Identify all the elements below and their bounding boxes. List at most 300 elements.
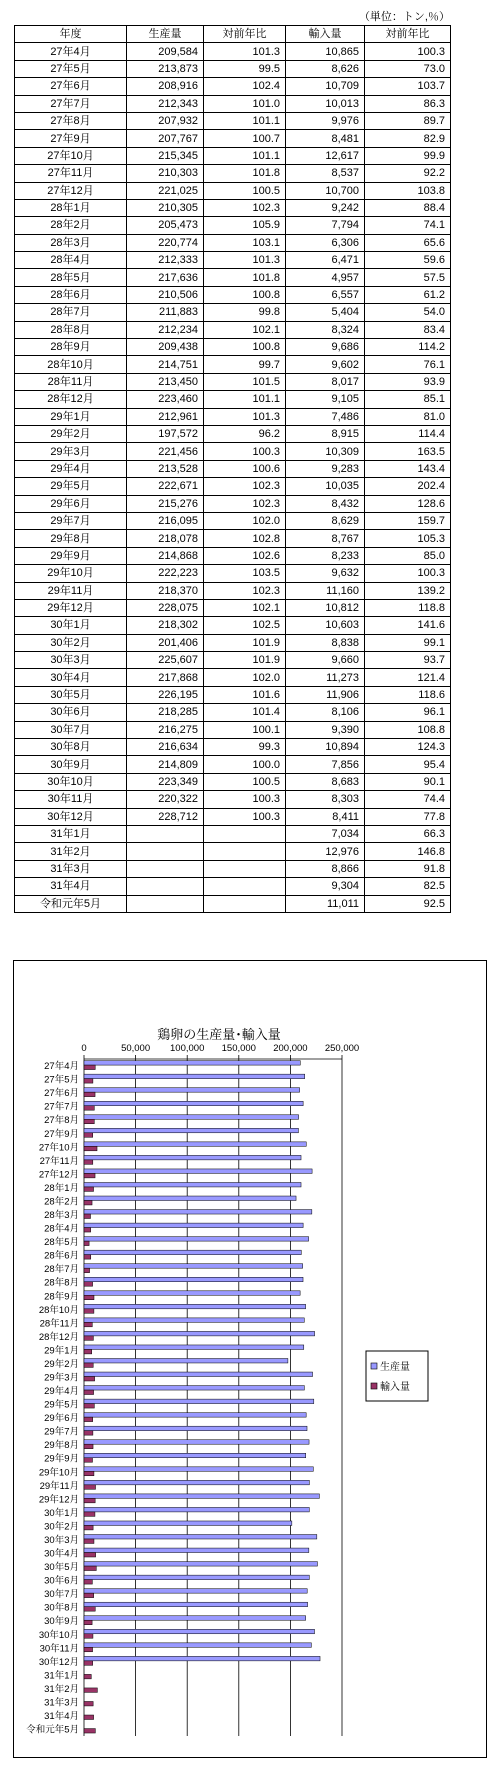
table-row xyxy=(15,773,451,790)
cell-production: 221,025 xyxy=(127,182,204,199)
cell-production-yoy: 101.9 xyxy=(204,634,286,651)
bar-production xyxy=(84,1507,309,1511)
category-label: 28年5月 xyxy=(44,1237,79,1249)
cell-imports: 11,160 xyxy=(286,582,365,599)
bar-imports xyxy=(84,1512,95,1516)
bar-imports xyxy=(84,1363,93,1367)
cell-imports-yoy: 92.2 xyxy=(365,165,451,182)
cell-production-yoy xyxy=(204,878,286,895)
table-row xyxy=(15,356,451,373)
table-row xyxy=(15,617,451,634)
category-label: 27年12月 xyxy=(38,1169,79,1181)
category-label: 令和元年5月 xyxy=(26,1724,79,1736)
cell-production-yoy: 102.0 xyxy=(204,512,286,529)
cell-imports-yoy: 59.6 xyxy=(365,252,451,269)
cell-period: 29年6月 xyxy=(15,495,127,512)
cell-imports: 8,767 xyxy=(286,530,365,547)
bar-imports xyxy=(84,1092,95,1096)
table-row xyxy=(15,199,451,216)
cell-imports: 9,976 xyxy=(286,112,365,129)
cell-production-yoy: 101.9 xyxy=(204,652,286,669)
bar-imports xyxy=(84,1688,97,1692)
cell-period: 30年6月 xyxy=(15,704,127,721)
table-row xyxy=(15,686,451,703)
cell-production-yoy: 101.8 xyxy=(204,165,286,182)
cell-imports: 7,486 xyxy=(286,408,365,425)
cell-production-yoy: 100.6 xyxy=(204,460,286,477)
table-row xyxy=(15,739,451,756)
cell-imports: 10,013 xyxy=(286,95,365,112)
category-label: 27年8月 xyxy=(44,1115,79,1127)
category-label: 27年10月 xyxy=(38,1142,79,1154)
x-tick-label: 100,000 xyxy=(170,1043,205,1054)
category-label: 29年2月 xyxy=(44,1358,79,1370)
cell-production-yoy: 103.1 xyxy=(204,234,286,251)
cell-production: 212,333 xyxy=(127,252,204,269)
cell-production-yoy: 101.3 xyxy=(204,408,286,425)
cell-imports-yoy: 90.1 xyxy=(365,773,451,790)
bar-imports xyxy=(84,1444,93,1448)
table-row xyxy=(15,530,451,547)
table-row xyxy=(15,234,451,251)
bar-production xyxy=(84,1088,300,1092)
bar-imports xyxy=(84,1701,93,1705)
cell-imports-yoy: 146.8 xyxy=(365,843,451,860)
bar-imports xyxy=(84,1471,94,1475)
table-row xyxy=(15,878,451,895)
cell-period: 30年1月 xyxy=(15,617,127,634)
category-label: 27年7月 xyxy=(44,1101,79,1113)
cell-production: 217,868 xyxy=(127,669,204,686)
cell-period: 28年10月 xyxy=(15,356,127,373)
cell-imports-yoy: 103.8 xyxy=(365,182,451,199)
cell-imports: 8,838 xyxy=(286,634,365,651)
bar-imports xyxy=(84,1282,93,1286)
table-row xyxy=(15,547,451,564)
cell-period: 29年4月 xyxy=(15,460,127,477)
category-label: 29年3月 xyxy=(44,1372,79,1384)
bar-imports xyxy=(84,1525,93,1529)
bar-production xyxy=(84,1426,307,1430)
cell-production-yoy: 102.8 xyxy=(204,530,286,547)
category-label: 31年2月 xyxy=(44,1683,79,1695)
cell-imports: 8,866 xyxy=(286,860,365,877)
category-label: 27年9月 xyxy=(44,1128,79,1140)
cell-imports-yoy: 141.6 xyxy=(365,617,451,634)
cell-production-yoy: 100.8 xyxy=(204,339,286,356)
cell-period: 29年10月 xyxy=(15,565,127,582)
chart-title: 鶏卵の生産量･輸入量 xyxy=(157,1027,281,1042)
cell-production-yoy: 101.1 xyxy=(204,147,286,164)
cell-period: 29年5月 xyxy=(15,478,127,495)
category-label: 29年8月 xyxy=(44,1440,79,1452)
bar-production xyxy=(84,1643,311,1647)
table-row xyxy=(15,286,451,303)
bar-production xyxy=(84,1575,309,1579)
table-row xyxy=(15,791,451,808)
cell-imports-yoy: 124.3 xyxy=(365,739,451,756)
cell-production: 197,572 xyxy=(127,425,204,442)
table-row xyxy=(15,599,451,616)
cell-production-yoy: 100.3 xyxy=(204,808,286,825)
bar-production xyxy=(84,1331,315,1335)
cell-imports: 10,603 xyxy=(286,617,365,634)
cell-production: 208,916 xyxy=(127,78,204,95)
cell-imports: 7,034 xyxy=(286,825,365,842)
table-row xyxy=(15,825,451,842)
category-label: 27年6月 xyxy=(44,1088,79,1100)
bar-production xyxy=(84,1277,303,1281)
bar-production xyxy=(84,1467,313,1471)
x-tick-label: 50,000 xyxy=(121,1043,151,1054)
cell-imports-yoy: 65.6 xyxy=(365,234,451,251)
cell-production: 215,276 xyxy=(127,495,204,512)
cell-production-yoy: 99.3 xyxy=(204,739,286,756)
header-imports-yoy: 対前年比 xyxy=(365,26,451,43)
cell-imports-yoy: 85.0 xyxy=(365,547,451,564)
cell-production-yoy xyxy=(204,825,286,842)
cell-period: 30年7月 xyxy=(15,721,127,738)
table-row xyxy=(15,391,451,408)
table-row xyxy=(15,95,451,112)
table-row xyxy=(15,460,451,477)
cell-production-yoy: 102.3 xyxy=(204,478,286,495)
cell-production: 225,607 xyxy=(127,652,204,669)
cell-production: 212,234 xyxy=(127,321,204,338)
cell-period: 27年11月 xyxy=(15,165,127,182)
cell-production: 201,406 xyxy=(127,634,204,651)
table-row xyxy=(15,704,451,721)
bar-imports xyxy=(84,1322,92,1326)
bar-production xyxy=(84,1169,312,1173)
cell-imports: 8,324 xyxy=(286,321,365,338)
header-production: 生産量 xyxy=(127,26,204,43)
bar-production xyxy=(84,1291,300,1295)
cell-period: 30年10月 xyxy=(15,773,127,790)
cell-imports: 8,411 xyxy=(286,808,365,825)
cell-period: 28年7月 xyxy=(15,304,127,321)
cell-imports-yoy: 91.8 xyxy=(365,860,451,877)
cell-production-yoy: 101.5 xyxy=(204,373,286,390)
cell-imports: 9,632 xyxy=(286,565,365,582)
table-row xyxy=(15,478,451,495)
cell-imports: 9,105 xyxy=(286,391,365,408)
bar-production xyxy=(84,1345,304,1349)
bar-production xyxy=(84,1656,320,1660)
bar-production xyxy=(84,1399,314,1403)
category-label: 28年1月 xyxy=(44,1182,79,1194)
bar-imports xyxy=(84,1268,90,1272)
cell-imports: 11,273 xyxy=(286,669,365,686)
cell-production: 228,712 xyxy=(127,808,204,825)
bar-production xyxy=(84,1589,307,1593)
x-axis-ticks xyxy=(81,1043,359,1059)
bar-production xyxy=(84,1304,306,1308)
table-row xyxy=(15,895,451,912)
cell-production xyxy=(127,825,204,842)
cell-production-yoy: 102.5 xyxy=(204,617,286,634)
cell-period: 30年12月 xyxy=(15,808,127,825)
cell-imports-yoy: 95.4 xyxy=(365,756,451,773)
cell-imports: 9,390 xyxy=(286,721,365,738)
cell-production-yoy: 100.5 xyxy=(204,773,286,790)
bar-imports xyxy=(84,1106,94,1110)
cell-production: 214,751 xyxy=(127,356,204,373)
cell-production: 228,075 xyxy=(127,599,204,616)
category-label: 29年5月 xyxy=(44,1399,79,1411)
table-header-row xyxy=(15,26,451,43)
cell-imports: 9,686 xyxy=(286,339,365,356)
table-row xyxy=(15,43,451,60)
cell-production: 213,528 xyxy=(127,460,204,477)
bar-imports xyxy=(84,1404,94,1408)
cell-production-yoy: 105.9 xyxy=(204,217,286,234)
cell-production xyxy=(127,843,204,860)
cell-period: 28年2月 xyxy=(15,217,127,234)
cell-production-yoy: 102.6 xyxy=(204,547,286,564)
cell-imports: 5,404 xyxy=(286,304,365,321)
cell-imports: 8,233 xyxy=(286,547,365,564)
cell-production-yoy: 99.8 xyxy=(204,304,286,321)
category-label: 30年3月 xyxy=(44,1534,79,1546)
cell-imports: 9,602 xyxy=(286,356,365,373)
bar-imports xyxy=(84,1214,91,1218)
cell-period: 29年2月 xyxy=(15,425,127,442)
category-label: 29年10月 xyxy=(38,1467,79,1479)
bar-imports xyxy=(84,1336,93,1340)
cell-imports: 9,304 xyxy=(286,878,365,895)
bar-production xyxy=(84,1237,309,1241)
cell-production: 222,223 xyxy=(127,565,204,582)
bar-production xyxy=(84,1602,308,1606)
cell-period: 27年8月 xyxy=(15,112,127,129)
cell-production-yoy xyxy=(204,843,286,860)
bar-imports xyxy=(84,1349,92,1353)
bar-production xyxy=(84,1182,301,1186)
cell-production-yoy: 102.0 xyxy=(204,669,286,686)
table-row xyxy=(15,495,451,512)
x-tick-label: 250,000 xyxy=(324,1043,360,1054)
cell-imports: 6,557 xyxy=(286,286,365,303)
cell-production: 222,671 xyxy=(127,478,204,495)
table-row xyxy=(15,304,451,321)
cell-production: 220,774 xyxy=(127,234,204,251)
cell-imports: 11,011 xyxy=(286,895,365,912)
category-label: 30年6月 xyxy=(44,1575,79,1587)
cell-period: 30年2月 xyxy=(15,634,127,651)
cell-production: 218,078 xyxy=(127,530,204,547)
category-label: 28年12月 xyxy=(38,1331,79,1343)
cell-imports-yoy: 73.0 xyxy=(365,60,451,77)
cell-imports-yoy: 93.7 xyxy=(365,652,451,669)
cell-imports: 8,629 xyxy=(286,512,365,529)
bar-imports xyxy=(84,1146,97,1150)
bar-production xyxy=(84,1616,306,1620)
bar-production xyxy=(84,1548,309,1552)
bar-imports xyxy=(84,1647,93,1651)
cell-imports: 10,309 xyxy=(286,443,365,460)
cell-production: 213,873 xyxy=(127,60,204,77)
cell-period: 28年11月 xyxy=(15,373,127,390)
cell-production: 215,345 xyxy=(127,147,204,164)
cell-imports-yoy: 103.7 xyxy=(365,78,451,95)
table-row xyxy=(15,78,451,95)
category-label: 29年1月 xyxy=(44,1345,79,1357)
cell-period: 30年4月 xyxy=(15,669,127,686)
category-label: 28年6月 xyxy=(44,1250,79,1262)
table-row xyxy=(15,165,451,182)
category-label: 28年10月 xyxy=(38,1304,79,1316)
cell-imports-yoy: 163.5 xyxy=(365,443,451,460)
cell-production: 216,634 xyxy=(127,739,204,756)
cell-imports-yoy: 100.3 xyxy=(365,565,451,582)
cell-imports: 10,709 xyxy=(286,78,365,95)
cell-period: 30年11月 xyxy=(15,791,127,808)
bar-imports xyxy=(84,1133,93,1137)
cell-production-yoy: 101.3 xyxy=(204,252,286,269)
cell-imports-yoy: 82.5 xyxy=(365,878,451,895)
cell-imports: 9,283 xyxy=(286,460,365,477)
cell-imports-yoy: 74.1 xyxy=(365,217,451,234)
cell-production: 207,932 xyxy=(127,112,204,129)
table-row xyxy=(15,721,451,738)
cell-imports-yoy: 85.1 xyxy=(365,391,451,408)
cell-period: 27年12月 xyxy=(15,182,127,199)
cell-imports-yoy: 100.3 xyxy=(365,43,451,60)
bar-imports xyxy=(84,1377,95,1381)
cell-imports: 6,306 xyxy=(286,234,365,251)
chart-legend xyxy=(366,1351,428,1401)
cell-production: 218,285 xyxy=(127,704,204,721)
category-label: 30年2月 xyxy=(44,1521,79,1533)
cell-production-yoy: 101.3 xyxy=(204,43,286,60)
category-label: 27年4月 xyxy=(44,1061,79,1073)
cell-period: 28年4月 xyxy=(15,252,127,269)
cell-imports: 7,794 xyxy=(286,217,365,234)
table-row xyxy=(15,252,451,269)
cell-period: 30年3月 xyxy=(15,652,127,669)
bar-production xyxy=(84,1318,304,1322)
bar-production xyxy=(84,1359,288,1363)
bar-production xyxy=(84,1386,304,1390)
bar-production xyxy=(84,1074,305,1078)
cell-imports-yoy: 57.5 xyxy=(365,269,451,286)
cell-imports: 10,894 xyxy=(286,739,365,756)
cell-imports: 9,242 xyxy=(286,199,365,216)
bar-production xyxy=(84,1101,303,1105)
bar-imports xyxy=(84,1498,95,1502)
cell-production-yoy: 102.3 xyxy=(204,199,286,216)
bar-imports xyxy=(84,1729,95,1733)
category-label: 27年11月 xyxy=(39,1155,79,1167)
category-label: 30年5月 xyxy=(44,1562,79,1574)
cell-production-yoy: 96.2 xyxy=(204,425,286,442)
table-row xyxy=(15,373,451,390)
table-row xyxy=(15,321,451,338)
cell-period: 令和元年5月 xyxy=(15,895,127,912)
cell-imports: 12,976 xyxy=(286,843,365,860)
cell-production: 211,883 xyxy=(127,304,204,321)
header-imports: 輸入量 xyxy=(286,26,365,43)
cell-production: 207,767 xyxy=(127,130,204,147)
bar-imports xyxy=(84,1228,91,1232)
cell-production: 213,450 xyxy=(127,373,204,390)
bar-imports xyxy=(84,1079,93,1083)
table-row xyxy=(15,130,451,147)
cell-production-yoy: 101.1 xyxy=(204,391,286,408)
cell-production-yoy xyxy=(204,860,286,877)
bar-imports xyxy=(84,1539,94,1543)
cell-production: 216,095 xyxy=(127,512,204,529)
cell-production: 223,460 xyxy=(127,391,204,408)
bar-production xyxy=(84,1440,309,1444)
category-label: 30年11月 xyxy=(39,1643,79,1655)
cell-imports: 8,537 xyxy=(286,165,365,182)
bar-production xyxy=(84,1210,312,1214)
cell-imports-yoy: 89.7 xyxy=(365,112,451,129)
cell-imports: 8,683 xyxy=(286,773,365,790)
cell-period: 31年1月 xyxy=(15,825,127,842)
category-label: 28年11月 xyxy=(39,1318,79,1330)
cell-production: 223,349 xyxy=(127,773,204,790)
cell-imports: 7,856 xyxy=(286,756,365,773)
bar-production xyxy=(84,1413,306,1417)
bar-imports xyxy=(84,1661,93,1665)
cell-production-yoy xyxy=(204,895,286,912)
cell-production-yoy: 103.5 xyxy=(204,565,286,582)
cell-period: 29年9月 xyxy=(15,547,127,564)
cell-period: 27年10月 xyxy=(15,147,127,164)
cell-production: 210,506 xyxy=(127,286,204,303)
cell-production-yoy: 101.1 xyxy=(204,112,286,129)
cell-imports-yoy: 96.1 xyxy=(365,704,451,721)
cell-period: 27年5月 xyxy=(15,60,127,77)
cell-production-yoy: 102.3 xyxy=(204,495,286,512)
bar-imports xyxy=(84,1431,93,1435)
category-label: 31年1月 xyxy=(44,1670,79,1682)
cell-imports-yoy: 99.1 xyxy=(365,634,451,651)
cell-production: 214,868 xyxy=(127,547,204,564)
table-row xyxy=(15,182,451,199)
bar-production xyxy=(84,1629,314,1633)
cell-period: 28年9月 xyxy=(15,339,127,356)
cell-period: 28年5月 xyxy=(15,269,127,286)
cell-period: 29年8月 xyxy=(15,530,127,547)
cell-production: 218,302 xyxy=(127,617,204,634)
x-tick-label: 150,000 xyxy=(221,1043,256,1054)
cell-production-yoy: 101.4 xyxy=(204,704,286,721)
category-label: 30年12月 xyxy=(38,1656,79,1668)
category-label: 31年3月 xyxy=(44,1697,79,1709)
cell-period: 28年1月 xyxy=(15,199,127,216)
bar-production xyxy=(84,1061,300,1065)
cell-imports-yoy: 74.4 xyxy=(365,791,451,808)
bar-imports xyxy=(84,1241,89,1245)
cell-production: 214,809 xyxy=(127,756,204,773)
bar-production xyxy=(84,1535,317,1539)
cell-production: 216,275 xyxy=(127,721,204,738)
category-label: 28年9月 xyxy=(44,1291,79,1303)
table-row xyxy=(15,112,451,129)
table-row xyxy=(15,443,451,460)
cell-production xyxy=(127,860,204,877)
x-tick-label: 200,000 xyxy=(273,1043,308,1054)
table-row xyxy=(15,634,451,651)
bar-imports xyxy=(84,1715,94,1719)
cell-imports: 6,471 xyxy=(286,252,365,269)
cell-production-yoy: 101.0 xyxy=(204,95,286,112)
cell-period: 27年7月 xyxy=(15,95,127,112)
